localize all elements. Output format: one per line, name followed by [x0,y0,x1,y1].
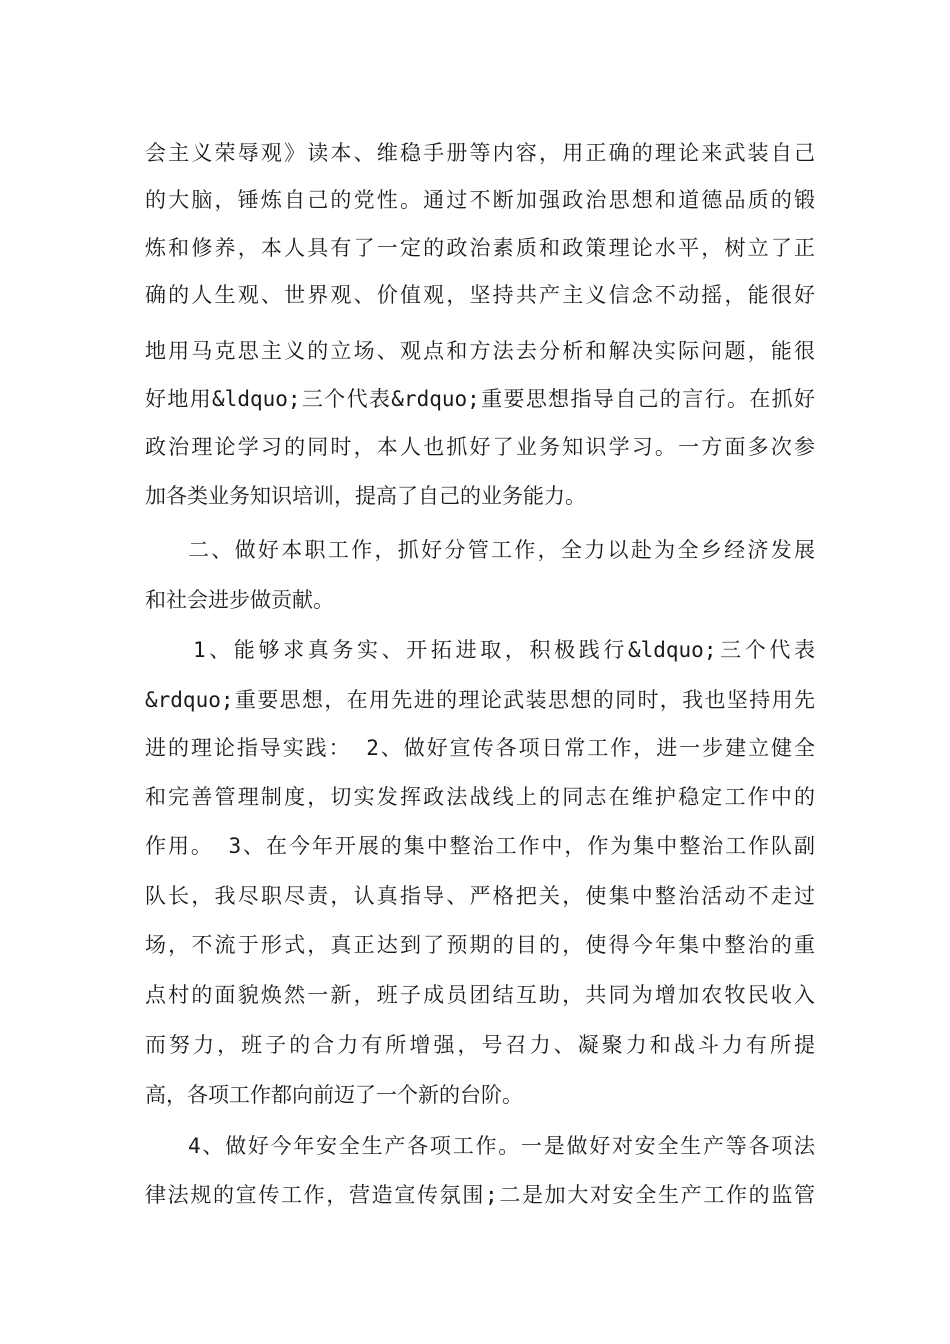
text-line: 4、做好今年安全生产各项工作。一是做好对安全生产等各项法 [188,1134,815,1158]
section-heading-continued: 和社会进步做贡献。 [145,588,334,612]
text-line: 1、能够求真务实、开拓进取，积极践行&ldquo;三个代表 [193,638,815,662]
text-line: 而努力，班子的合力有所增强，号召力、凝聚力和战斗力有所提 [145,1033,815,1057]
text-line: 点村的面貌焕然一新，班子成员团结互助，共同为增加农牧民收入 [145,983,815,1007]
text-line: 场，不流于形式，真正达到了预期的目的，使得今年集中整治的重 [145,933,815,957]
text-line: 炼和修养，本人具有了一定的政治素质和政策理论水平，树立了正 [145,236,815,260]
text-line: 和完善管理制度，切实发挥政法战线上的同志在维护稳定工作中的 [145,785,815,809]
text-line: 会主义荣辱观》读本、维稳手册等内容，用正确的理论来武装自己 [145,141,815,165]
text-line: 律法规的宣传工作，营造宣传氛围;二是加大对安全生产工作的监管 [145,1183,815,1207]
text-line: &rdquo;重要思想，在用先进的理论武装思想的同时，我也坚持用先 [145,688,815,712]
text-line: 高，各项工作都向前迈了一个新的台阶。 [145,1083,523,1107]
text-line: 队长，我尽职尽责，认真指导、严格把关，使集中整治活动不走过 [145,884,815,908]
text-line: 政治理论学习的同时，本人也抓好了业务知识学习。一方面多次参 [145,435,815,459]
text-line: 地用马克思主义的立场、观点和方法去分析和解决实际问题，能很 [145,339,815,363]
text-line: 进的理论指导实践： 2、做好宣传各项日常工作，进一步建立健全 [145,736,815,760]
text-line: 好地用&ldquo;三个代表&rdquo;重要思想指导自己的言行。在抓好 [145,387,815,411]
text-line: 作用。 3、在今年开展的集中整治工作中，作为集中整治工作队副 [145,834,815,858]
section-heading: 二、做好本职工作，抓好分管工作，全力以赴为全乡经济发展 [188,538,815,562]
text-line: 加各类业务知识培训，提高了自己的业务能力。 [145,484,586,508]
text-line: 确的人生观、世界观、价值观，坚持共产主义信念不动摇，能很好 [145,283,815,307]
text-line: 的大脑，锤炼自己的党性。通过不断加强政治思想和道德品质的锻 [145,188,815,212]
